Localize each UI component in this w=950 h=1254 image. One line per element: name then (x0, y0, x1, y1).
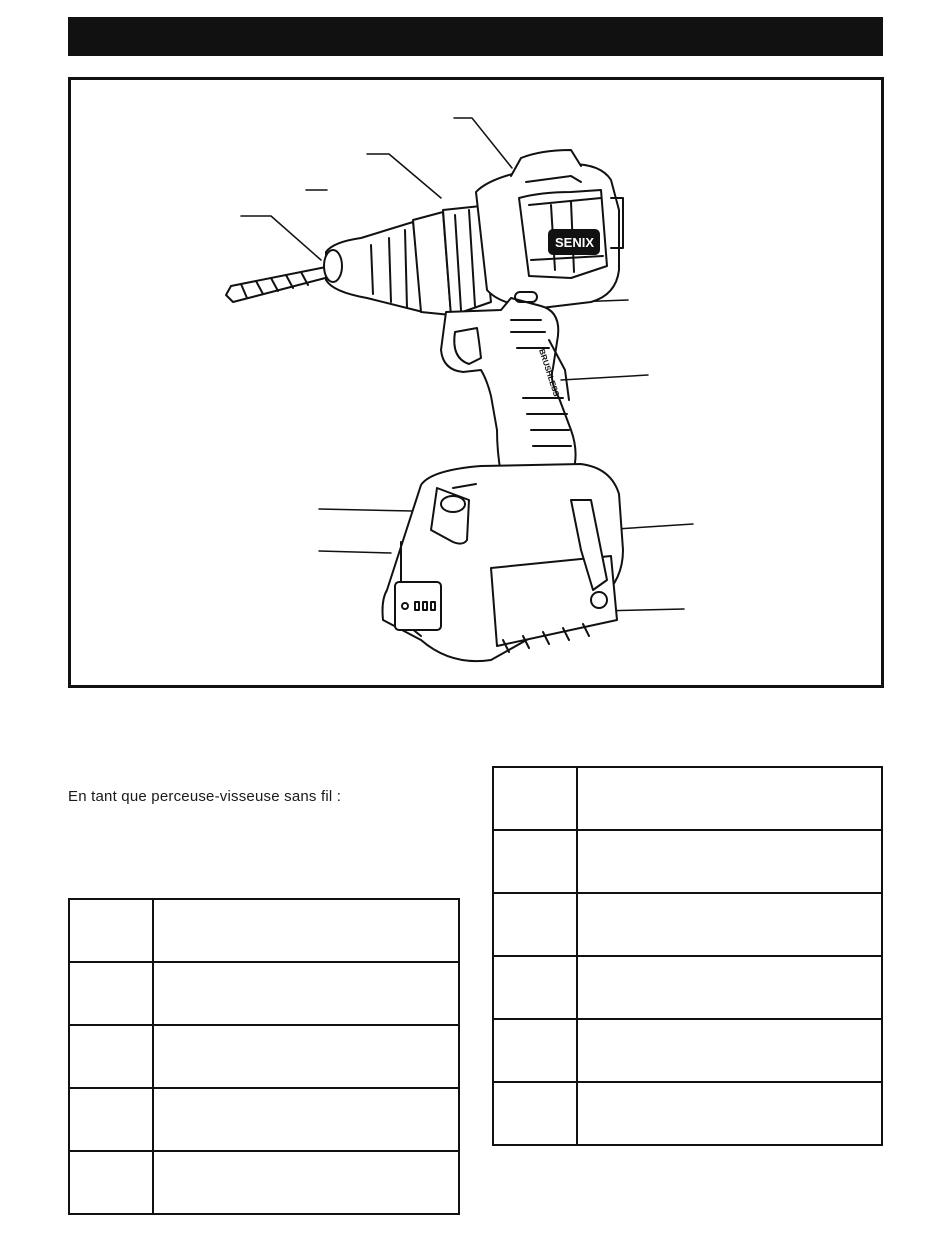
row-value (577, 1019, 882, 1082)
table-row (69, 1151, 459, 1214)
table-row (69, 899, 459, 962)
table-row (493, 893, 882, 956)
row-key (493, 1019, 577, 1082)
brand-logo: SENIX (555, 235, 595, 250)
drill-illustration (71, 80, 881, 685)
row-key (69, 1088, 153, 1151)
row-value (577, 956, 882, 1019)
spec-table-left (68, 898, 460, 1215)
table-row (69, 962, 459, 1025)
table-row (69, 1088, 459, 1151)
row-key (69, 962, 153, 1025)
row-key (493, 893, 577, 956)
battery-pack (383, 464, 624, 661)
row-value (577, 1082, 882, 1145)
row-value (577, 893, 882, 956)
row-key (69, 899, 153, 962)
row-key (493, 956, 577, 1019)
spec-table-right (492, 766, 883, 1146)
table-row (69, 1025, 459, 1088)
row-value (153, 962, 459, 1025)
row-key (493, 1082, 577, 1145)
intro-text: En tant que perceuse-visseuse sans fil : (68, 788, 342, 805)
table-row (493, 956, 882, 1019)
row-key (69, 1025, 153, 1088)
drill-bit (226, 266, 333, 302)
section-header-bar (68, 17, 883, 56)
row-value (153, 899, 459, 962)
table-row (493, 830, 882, 893)
table-row (493, 1082, 882, 1145)
table-row (493, 1019, 882, 1082)
row-key (493, 767, 577, 830)
row-value (153, 1151, 459, 1214)
row-value (153, 1088, 459, 1151)
chuck (324, 206, 491, 316)
row-key (69, 1151, 153, 1214)
motor-housing (476, 150, 623, 308)
row-value (577, 767, 882, 830)
grip-label: BRUSHLESS (537, 347, 561, 398)
table-row (493, 767, 882, 830)
row-key (493, 830, 577, 893)
product-diagram-frame (68, 77, 884, 688)
row-value (153, 1025, 459, 1088)
row-value (577, 830, 882, 893)
